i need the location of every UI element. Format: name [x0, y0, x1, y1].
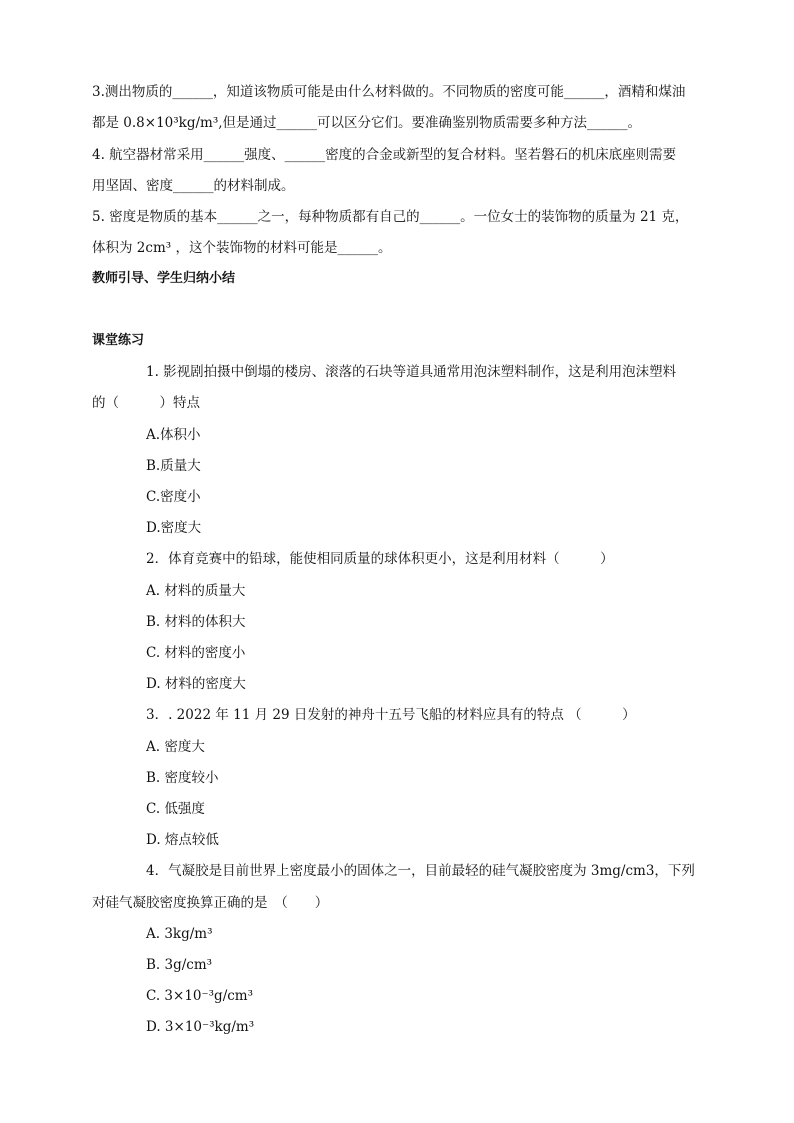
- question-4-option-c: C. 3×10⁻³g/cm³: [146, 988, 254, 1004]
- practice-heading: 课堂练习: [92, 333, 145, 348]
- summary-heading: 教师引导、学生归纳小结: [92, 271, 236, 286]
- fill-in-line-6: 体积为 2cm³ ，这个装饰物的材料可能是______。: [92, 240, 392, 256]
- question-2-option-a: A. 材料的质量大: [146, 583, 246, 599]
- question-4-option-b: B. 3g/cm³: [146, 957, 213, 973]
- question-1-option-c: C.密度小: [146, 489, 201, 505]
- question-1-option-d: D.密度大: [146, 520, 202, 536]
- question-4-stem-line-1: 4．气凝胶是目前世界上密度最小的固体之一，目前最轻的硅气凝胶密度为 3mg/cm3，下列: [146, 863, 695, 879]
- question-2-option-b: B. 材料的体积大: [146, 614, 246, 630]
- question-1-option-b: B.质量大: [146, 458, 201, 474]
- question-2-option-c: C. 材料的密度小: [146, 645, 246, 661]
- question-3-stem: 3．. 2022 年 11 月 29 日发射的神舟十五号飞船的材料应具有的特点 （ ）: [146, 707, 636, 723]
- question-3-option-c: C. 低强度: [146, 801, 205, 817]
- fill-in-line-3: 4. 航空器材常采用______强度、______密度的合金或新型的复合材料。坚若磐石的机床底座则需要: [92, 147, 677, 163]
- fill-in-line-4: 用坚固、密度______的材料制成。: [92, 178, 295, 194]
- question-1-option-a: A.体积小: [146, 427, 201, 443]
- question-2-option-d: D. 材料的密度大: [146, 676, 246, 692]
- question-3-option-a: A. 密度大: [146, 739, 205, 755]
- question-4-stem-line-2: 对硅气凝胶密度换算正确的是 （ ）: [92, 895, 329, 911]
- fill-in-line-2: 都是 0.8×10³kg/m³,但是通过______可以区分它们。要准确鉴别物质需要多种方法______。: [92, 115, 642, 131]
- question-3-option-b: B. 密度较小: [146, 770, 219, 786]
- question-3-option-d: D. 熔点较低: [146, 832, 219, 848]
- question-4-option-a: A. 3kg/m³: [146, 926, 213, 942]
- question-2-stem: 2．体育竞赛中的铅球，能使相同质量的球体积更小，这是利用材料（ ）: [146, 551, 614, 567]
- fill-in-line-1: 3.测出物质的______，知道该物质可能是由什么材料做的。不同物质的密度可能______，酒精和煤油: [92, 84, 686, 100]
- question-1-stem-line-1: 1. 影视剧拍摄中倒塌的楼房、滚落的石块等道具通常用泡沫塑料制作，这是利用泡沫塑料: [146, 364, 677, 380]
- fill-in-line-5: 5. 密度是物质的基本______之一，每种物质都有自己的______。一位女士的装饰物的质量为 21 克，: [92, 209, 689, 225]
- question-1-stem-line-2: 的（ ）特点: [92, 395, 200, 411]
- question-4-option-d: D. 3×10⁻³kg/m³: [146, 1019, 255, 1035]
